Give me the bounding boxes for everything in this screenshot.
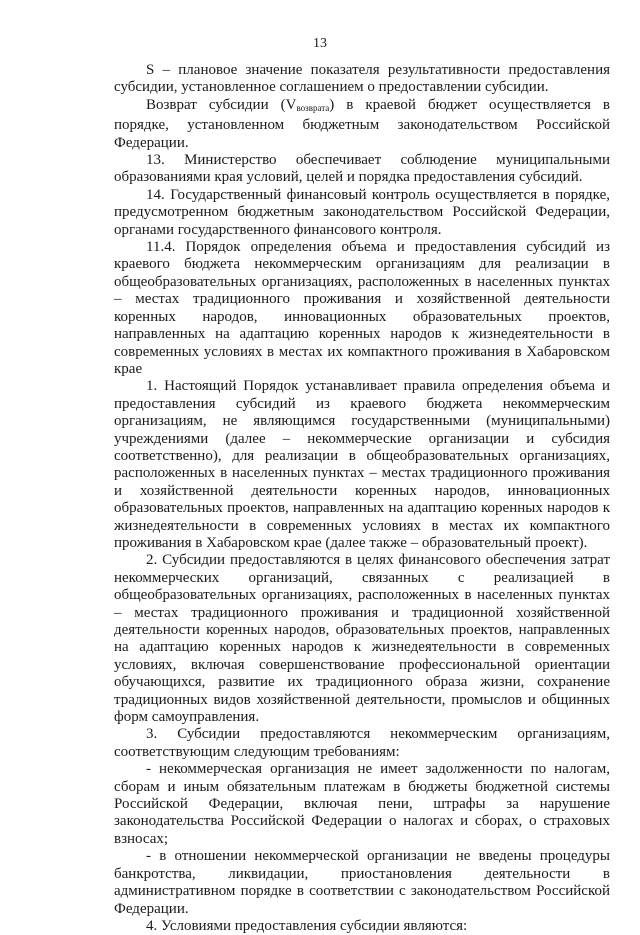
subscript-return: возврата	[296, 102, 330, 113]
paragraph-3: 3. Субсидии предоставляются некоммерческим организациям, соответствующим следующим требованиям:	[114, 726, 610, 760]
paragraph-s-definition: S – плановое значение показателя результативности предоставления субсидии, установленное соглашением о предоставлении субсидии.	[114, 62, 610, 96]
paragraph-4: 4. Условиями предоставления субсидии являются:	[146, 917, 468, 934]
requirement-no-bankruptcy: - в отношении некоммерческой организации не введены процедуры банкротства, ликвидации, приостановления деятельности в административном порядке в соответствии с законодательством Российской Федерации.	[114, 848, 610, 917]
requirement-no-debt: - некоммерческая организация не имеет задолженности по налогам, сборам и иным обязательным платежам в бюджеты бюджетной системы Российской Федерации, включая пени, штрафы за нарушение законодательства Российской Федерации о налогах и сборах, о страховых взносах;	[114, 761, 610, 847]
document-body	[114, 62, 610, 935]
paragraph-2: 2. Субсидии предоставляются в целях финансового обеспечения затрат некоммерческих организаций, связанных с реализацией в общеобразовательных организациях, расположенных в населенных пунктах – местах традиционного проживания и традиционной хозяйственной деятельности коренных народов, образовательных проектов, направленных на адаптацию коренных народов к жизнедеятельности в современных условиях, включая совершенствование профессиональной ориентации обучающихся, развитие их традиционного образа жизни, сохранение традиционных видов хозяйственной деятельности, промыслов и общинных форм самоуправления.	[114, 552, 610, 726]
paragraph-14: 14. Государственный финансовый контроль осуществляется в порядке, предусмотренном бюджетным законодательством Российской Федерации, органами государственного финансового контроля.	[114, 186, 610, 238]
paragraph-subsidy-return-end: ) в краевой бюджет осуществляется в порядке, установленном бюджетным законодательством Российской Федерации.	[114, 96, 610, 151]
page-number: 13	[313, 36, 327, 51]
paragraph-1: 1. Настоящий Порядок устанавливает правила определения объема и предоставления субсидий из краевого бюджета некоммерческим организациям, не являющимся государственными (муниципальными) учреждениями (далее – некоммерческие организации и субсидия соответственно), для реализации в общеобразовательных организациях, расположенных в населенных пунктах – местах традиционного проживания и хозяйственной деятельности коренных народов, инновационных образовательных проектов, направленных на адаптацию коренных народов к жизнедеятельности в современных условиях в местах их компактного проживания в Хабаровском крае (далее также – образовательный проект).	[114, 378, 610, 551]
paragraph-subsidy-return-start: Возврат субсидии (V	[146, 96, 297, 113]
section-heading-11-4: 11.4. Порядок определения объема и предоставления субсидий из краевого бюджета некоммерческим организациям для реализации в общеобразовательных организациях, расположенных в населенных пунктах – местах традиционного проживания и хозяйственной деятельности коренных народов, инновационных образовательных проектов, направленных на адаптацию коренных народов к жизнедеятельности в современных условиях в местах их компактного проживания в Хабаровском крае	[114, 239, 610, 377]
paragraph-subsidy-return	[114, 97, 610, 152]
paragraph-13: 13. Министерство обеспечивает соблюдение муниципальными образованиями края условий, целей и порядка предоставления субсидий.	[114, 152, 610, 186]
